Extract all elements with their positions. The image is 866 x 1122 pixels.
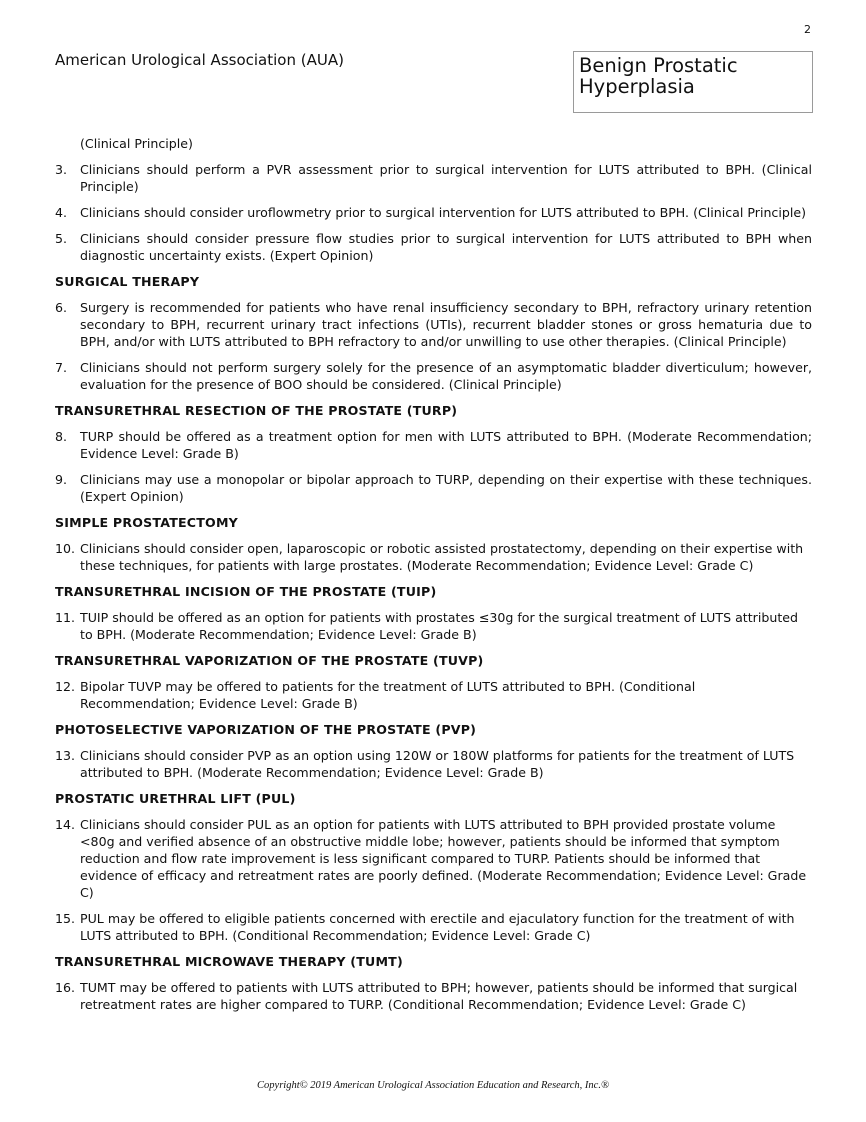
- heading-tuvp: TRANSURETHRAL VAPORIZATION OF THE PROSTATE (TUVP): [55, 653, 484, 668]
- statement-text: Clinicians may use a monopolar or bipolar approach to TURP, depending on their expertise with these techniques. (Expert Opinion): [80, 472, 812, 504]
- heading-tumt: TRANSURETHRAL MICROWAVE THERAPY (TUMT): [55, 954, 403, 969]
- heading-pvp: PHOTOSELECTIVE VAPORIZATION OF THE PROSTATE (PVP): [55, 722, 477, 737]
- statement-text: PUL may be offered to eligible patients concerned with erectile and ejaculatory function for the treatment of with LUTS attributed to BPH. (Conditional Recommendation; Evidence Level: Grade C): [80, 911, 795, 943]
- statement-9: [55, 471, 812, 505]
- statement-16: [55, 979, 812, 1013]
- heading-tuip: TRANSURETHRAL INCISION OF THE PROSTATE (TUIP): [55, 584, 437, 599]
- statement-4: [55, 204, 812, 221]
- heading-simple-prostatectomy: SIMPLE PROSTATECTOMY: [55, 515, 238, 530]
- statement-13: [55, 747, 812, 781]
- statement-number: 6.: [55, 300, 68, 315]
- organization-name: American Urological Association (AUA): [55, 51, 344, 69]
- statement-5: [55, 230, 812, 264]
- statement-7: [55, 359, 812, 393]
- statement-number: 9.: [55, 472, 68, 487]
- statement-number: 4.: [55, 205, 68, 220]
- statement-number: 8.: [55, 429, 68, 444]
- statement-8: [55, 428, 812, 462]
- statement-text: Clinicians should consider PUL as an option for patients with LUTS attributed to BPH provided prostate volume <80g and verified absence of an obstructive middle lobe; however, patients should be informed that symptom reduction and flow rate improvement is less significant compared to TURP. Patients should be informed that evidence of efficacy and retreatment rates are poorly defined. (Moderate Recommendation; Evidence Level: Grade C): [80, 817, 807, 900]
- statement-text: TUMT may be offered to patients with LUTS attributed to BPH; however, patients should be informed that surgical retreatment rates are higher compared to TURP. (Conditional Recommendation; Evidence Level: Grade C): [80, 980, 798, 1012]
- statement-text: Clinicians should consider uroflowmetry prior to surgical intervention for LUTS attributed to BPH. (Clinical Principle): [80, 205, 807, 220]
- statement-15: [55, 910, 812, 944]
- statement-12: [55, 678, 812, 712]
- statement-10: [55, 540, 812, 574]
- statement-number: 5.: [55, 231, 68, 246]
- statement-number: 7.: [55, 360, 68, 375]
- statement-number: 14.: [55, 817, 76, 832]
- statement-number: 12.: [55, 679, 76, 694]
- statement-11: [55, 609, 812, 643]
- statement-text: TURP should be offered as a treatment option for men with LUTS attributed to BPH. (Moderate Recommendation; Evidence Level: Grade B): [80, 429, 812, 461]
- heading-surgical-therapy: SURGICAL THERAPY: [55, 274, 200, 289]
- statement-text: Clinicians should consider open, laparoscopic or robotic assisted prostatectomy, depending on their expertise with these techniques, for patients with large prostates. (Moderate Recommendation; Evidence Level: Grade C): [80, 541, 804, 573]
- statement-number: 3.: [55, 162, 68, 177]
- statement-6: [55, 299, 812, 350]
- guideline-content: [55, 135, 812, 1022]
- statement-text: Clinicians should consider PVP as an option using 120W or 180W platforms for patients for the treatment of LUTS attributed to BPH. (Moderate Recommendation; Evidence Level: Grade B): [80, 748, 795, 780]
- statement-text: Surgery is recommended for patients who have renal insufficiency secondary to BPH, refractory urinary retention secondary to BPH, recurrent urinary tract infections (UTIs), recurrent bladder stones or gross hematuria due to BPH, and/or with LUTS attributed to BPH refractory to and/or unwilling to use other therapies. (Clinical Principle): [80, 300, 812, 349]
- statement-text: Bipolar TUVP may be offered to patients for the treatment of LUTS attributed to BPH. (Conditional Recommendation; Evidence Level: Grade B): [80, 679, 696, 711]
- document-title-box: [573, 51, 813, 113]
- statement-number: 11.: [55, 610, 76, 625]
- statement-3: [55, 161, 812, 195]
- continued-text: (Clinical Principle): [80, 136, 193, 151]
- heading-pul: PROSTATIC URETHRAL LIFT (PUL): [55, 791, 296, 806]
- statement-number: 10.: [55, 541, 76, 556]
- copyright-footer: Copyright© 2019 American Urological Association Education and Research, Inc.®: [257, 1080, 609, 1091]
- page-number: 2: [804, 23, 811, 36]
- statement-number: 16.: [55, 980, 76, 995]
- heading-turp: TRANSURETHRAL RESECTION OF THE PROSTATE (TURP): [55, 403, 458, 418]
- statement-text: Clinicians should not perform surgery solely for the presence of an asymptomatic bladder diverticulum; however, evaluation for the presence of BOO should be considered. (Clinical Principle): [80, 360, 812, 392]
- document-title-line2: Hyperplasia: [579, 75, 695, 98]
- statement-number: 13.: [55, 748, 76, 763]
- statement-number: 15.: [55, 911, 76, 926]
- document-title-line1: Benign Prostatic: [579, 54, 738, 77]
- statement-text: Clinicians should perform a PVR assessment prior to surgical intervention for LUTS attributed to BPH. (Clinical Principle): [80, 162, 812, 194]
- statement-text: Clinicians should consider pressure flow studies prior to surgical intervention for LUTS attributed to BPH when diagnostic uncertainty exists. (Expert Opinion): [80, 231, 812, 263]
- statement-text: TUIP should be offered as an option for patients with prostates ≤30g for the surgical treatment of LUTS attributed to BPH. (Moderate Recommendation; Evidence Level: Grade B): [80, 610, 799, 642]
- statement-14: [55, 816, 812, 901]
